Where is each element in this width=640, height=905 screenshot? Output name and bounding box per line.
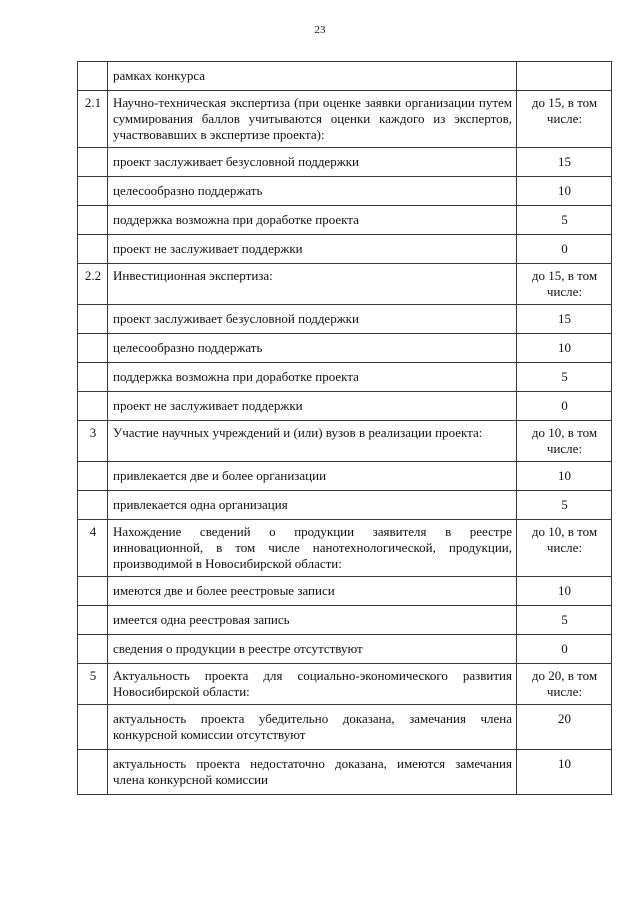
criterion-text-cell: проект заслуживает безусловной поддержки: [108, 305, 517, 334]
criterion-text-cell: проект не заслуживает поддержки: [108, 235, 517, 264]
criterion-option-row: [78, 62, 612, 91]
criterion-text-cell: Актуальность проекта для социально-экономического развития Новосибирской области:: [108, 664, 517, 705]
row-number-cell: [78, 462, 108, 491]
score-cell: до 10, в том числе:: [517, 421, 612, 462]
criterion-row: [78, 421, 612, 462]
criterion-option-row: [78, 334, 612, 363]
criterion-text-cell: привлекается одна организация: [108, 491, 517, 520]
row-number-cell: [78, 305, 108, 334]
score-cell: до 15, в том числе:: [517, 91, 612, 148]
criterion-text-cell: поддержка возможна при доработке проекта: [108, 206, 517, 235]
criterion-option-row: [78, 462, 612, 491]
criterion-row: [78, 91, 612, 148]
score-cell: 5: [517, 206, 612, 235]
criterion-option-row: [78, 606, 612, 635]
criterion-option-row: [78, 577, 612, 606]
row-number-cell: [78, 62, 108, 91]
row-number-cell: [78, 577, 108, 606]
criteria-table: [77, 61, 612, 795]
row-number-cell: [78, 177, 108, 206]
row-number-cell: [78, 392, 108, 421]
score-cell: до 10, в том числе:: [517, 520, 612, 577]
criterion-text-cell: привлекается две и более организации: [108, 462, 517, 491]
criterion-option-row: [78, 305, 612, 334]
score-cell: 10: [517, 750, 612, 795]
criterion-text-cell: сведения о продукции в реестре отсутствуют: [108, 635, 517, 664]
score-cell: 5: [517, 491, 612, 520]
criterion-text-cell: целесообразно поддержать: [108, 177, 517, 206]
row-number-cell: [78, 148, 108, 177]
row-number-cell: [78, 606, 108, 635]
criterion-option-row: [78, 148, 612, 177]
score-cell: до 20, в том числе:: [517, 664, 612, 705]
score-cell: 10: [517, 177, 612, 206]
score-cell: 0: [517, 392, 612, 421]
criterion-option-row: [78, 750, 612, 795]
criterion-row: [78, 264, 612, 305]
criterion-row: [78, 520, 612, 577]
score-cell: 5: [517, 606, 612, 635]
score-cell: 10: [517, 462, 612, 491]
criterion-text-cell: проект заслуживает безусловной поддержки: [108, 148, 517, 177]
row-number-cell: 2.1: [78, 91, 108, 148]
score-cell: 0: [517, 635, 612, 664]
row-number-cell: [78, 750, 108, 795]
criterion-text-cell: Нахождение сведений о продукции заявителя в реестре инновационной, в том числе нанотехнологической, продукции, производимой в Новосибирской области:: [108, 520, 517, 577]
row-number-cell: 2.2: [78, 264, 108, 305]
criteria-table-body: [78, 62, 612, 795]
row-number-cell: [78, 334, 108, 363]
criterion-text-cell: Инвестиционная экспертиза:: [108, 264, 517, 305]
row-number-cell: 4: [78, 520, 108, 577]
score-cell: 10: [517, 577, 612, 606]
criterion-row: [78, 664, 612, 705]
criterion-text-cell: актуальность проекта недостаточно доказана, имеются замечания члена конкурсной комиссии: [108, 750, 517, 795]
score-cell: 5: [517, 363, 612, 392]
criterion-text-cell: актуальность проекта убедительно доказана, замечания члена конкурсной комиссии отсутствуют: [108, 705, 517, 750]
criterion-text-cell: рамках конкурса: [108, 62, 517, 91]
page-number: 23: [314, 24, 326, 36]
score-cell: 15: [517, 148, 612, 177]
criterion-option-row: [78, 392, 612, 421]
criterion-option-row: [78, 705, 612, 750]
criterion-option-row: [78, 235, 612, 264]
criterion-text-cell: Научно-техническая экспертиза (при оценке заявки организации путем суммирования баллов учитываются оценки каждого из экспертов, участвовавших в экспертизе проекта):: [108, 91, 517, 148]
criterion-option-row: [78, 635, 612, 664]
criterion-text-cell: проект не заслуживает поддержки: [108, 392, 517, 421]
row-number-cell: [78, 363, 108, 392]
criterion-text-cell: целесообразно поддержать: [108, 334, 517, 363]
row-number-cell: [78, 635, 108, 664]
row-number-cell: [78, 206, 108, 235]
row-number-cell: 5: [78, 664, 108, 705]
criterion-option-row: [78, 363, 612, 392]
score-cell: 10: [517, 334, 612, 363]
score-cell: [517, 62, 612, 91]
criterion-option-row: [78, 206, 612, 235]
score-cell: 20: [517, 705, 612, 750]
row-number-cell: [78, 705, 108, 750]
score-cell: 0: [517, 235, 612, 264]
score-cell: 15: [517, 305, 612, 334]
criterion-option-row: [78, 177, 612, 206]
row-number-cell: 3: [78, 421, 108, 462]
criterion-text-cell: Участие научных учреждений и (или) вузов в реализации проекта:: [108, 421, 517, 462]
criterion-text-cell: имеются две и более реестровые записи: [108, 577, 517, 606]
criterion-text-cell: имеется одна реестровая запись: [108, 606, 517, 635]
row-number-cell: [78, 491, 108, 520]
score-cell: до 15, в том числе:: [517, 264, 612, 305]
criterion-text-cell: поддержка возможна при доработке проекта: [108, 363, 517, 392]
criterion-option-row: [78, 491, 612, 520]
row-number-cell: [78, 235, 108, 264]
